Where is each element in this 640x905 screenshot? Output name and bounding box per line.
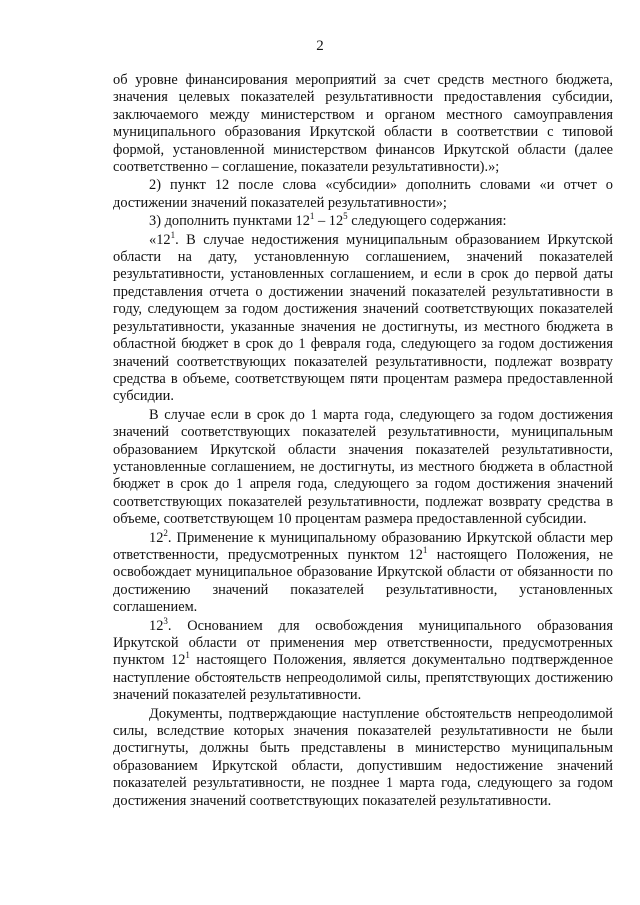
paragraph-text: . Применение к муниципальному образованию Иркутской области мер ответственности, предусмотренных пунктом 12 — [113, 529, 613, 563]
paragraph-point-12-1-b — [113, 407, 613, 529]
paragraph-continuation — [113, 72, 613, 176]
paragraph-point-12-1 — [113, 229, 613, 406]
superscript-index: 5 — [343, 211, 348, 222]
paragraph-text: 3) дополнить пунктами 12 — [149, 213, 310, 230]
paragraph-text: 12 — [149, 617, 164, 634]
superscript-index: 1 — [309, 211, 315, 222]
document-body — [113, 72, 613, 810]
paragraph-text: 2) пункт 12 после слова «субсидии» дополнить словами «и отчет о достижении значений показателей результативности»; — [113, 177, 613, 211]
paragraph-text: Документы, подтверждающие наступление обстоятельств непреодолимой силы, вследствие которых значения показателей результативности не были достигнуты, должны быть представлены в министерство муниципальным образованием Иркутской области, допустившим недостижение значений показателей результативности, не позднее 1 марта года, следующего за годом достижения значений соответствующих показателей результативности. — [113, 705, 613, 809]
paragraph-text: . В случае недостижения муниципальным образованием Иркутской области на дату, установленную соглашением, значений показателей результативности, установленных соглашением, и если в срок до первой даты представления отчета о достижении значений показателей результативности в году, следующем за годом достижения значений соответствующих показателей результативности, указанные значения не достигнуты, из местного бюджета в областной бюджет в срок до 1 февраля года, следующего за годом достижения значений соответствующих показателей результативности, подлежат возврату средства в объеме, соответствующем пяти процентам размера предоставленной субсидии. — [113, 231, 613, 405]
paragraph-text: – 12 — [314, 213, 344, 230]
superscript-index: 2 — [163, 527, 168, 538]
paragraph-text: 12 — [149, 529, 164, 546]
paragraph-item-2 — [113, 177, 613, 212]
superscript-index: 1 — [422, 544, 428, 555]
page-number: 2 — [316, 38, 324, 54]
paragraph-text: настоящего Положения, не освобождает муниципальное образование Иркутской области от обязанности по достижению значений показателей результативности, установленных соглашением. — [113, 546, 613, 616]
paragraph-point-12-2 — [113, 527, 613, 617]
superscript-index: 1 — [170, 229, 176, 240]
paragraph-text: следующего содержания: — [347, 213, 507, 230]
paragraph-text: . Основанием для освобождения муниципального образования Иркутской области от применения мер ответственности, предусмотренных пунктом 12 — [113, 617, 613, 669]
paragraph-point-12-3 — [113, 615, 613, 705]
paragraph-point-12-3-b — [113, 706, 613, 810]
paragraph-text: В случае если в срок до 1 марта года, следующего за годом достижения значений соответствующих показателей результативности, муниципальным образованием Иркутской области значения показателей результативности, установленные соглашением, не достигнуты, из местного бюджета в областной бюджет в срок до 1 апреля года, следующего за годом достижения значений соответствующих показателей результативности, подлежат возврату средства в объеме, соответствующем 10 процентам размера предоставленной субсидии. — [113, 406, 613, 528]
paragraph-text: об уровне финансирования мероприятий за счет средств местного бюджета, значения целевых показателей результативности предоставления субсидии, заключаемого между министерством и органом местного самоуправления муниципального образования Иркутской области в соответствии с типовой формой, установленной министерством финансов Иркутской области (далее соответственно – соглашение, показатели результативности).»; — [113, 72, 613, 176]
superscript-index: 3 — [163, 615, 168, 626]
paragraph-text: настоящего Положения, является документально подтвержденное наступление обстоятельств непреодолимой силы, препятствующих достижению значений показателей результативности. — [113, 652, 613, 704]
superscript-index: 1 — [185, 650, 190, 661]
paragraph-item-3 — [113, 213, 613, 230]
paragraph-text: «12 — [149, 231, 171, 248]
